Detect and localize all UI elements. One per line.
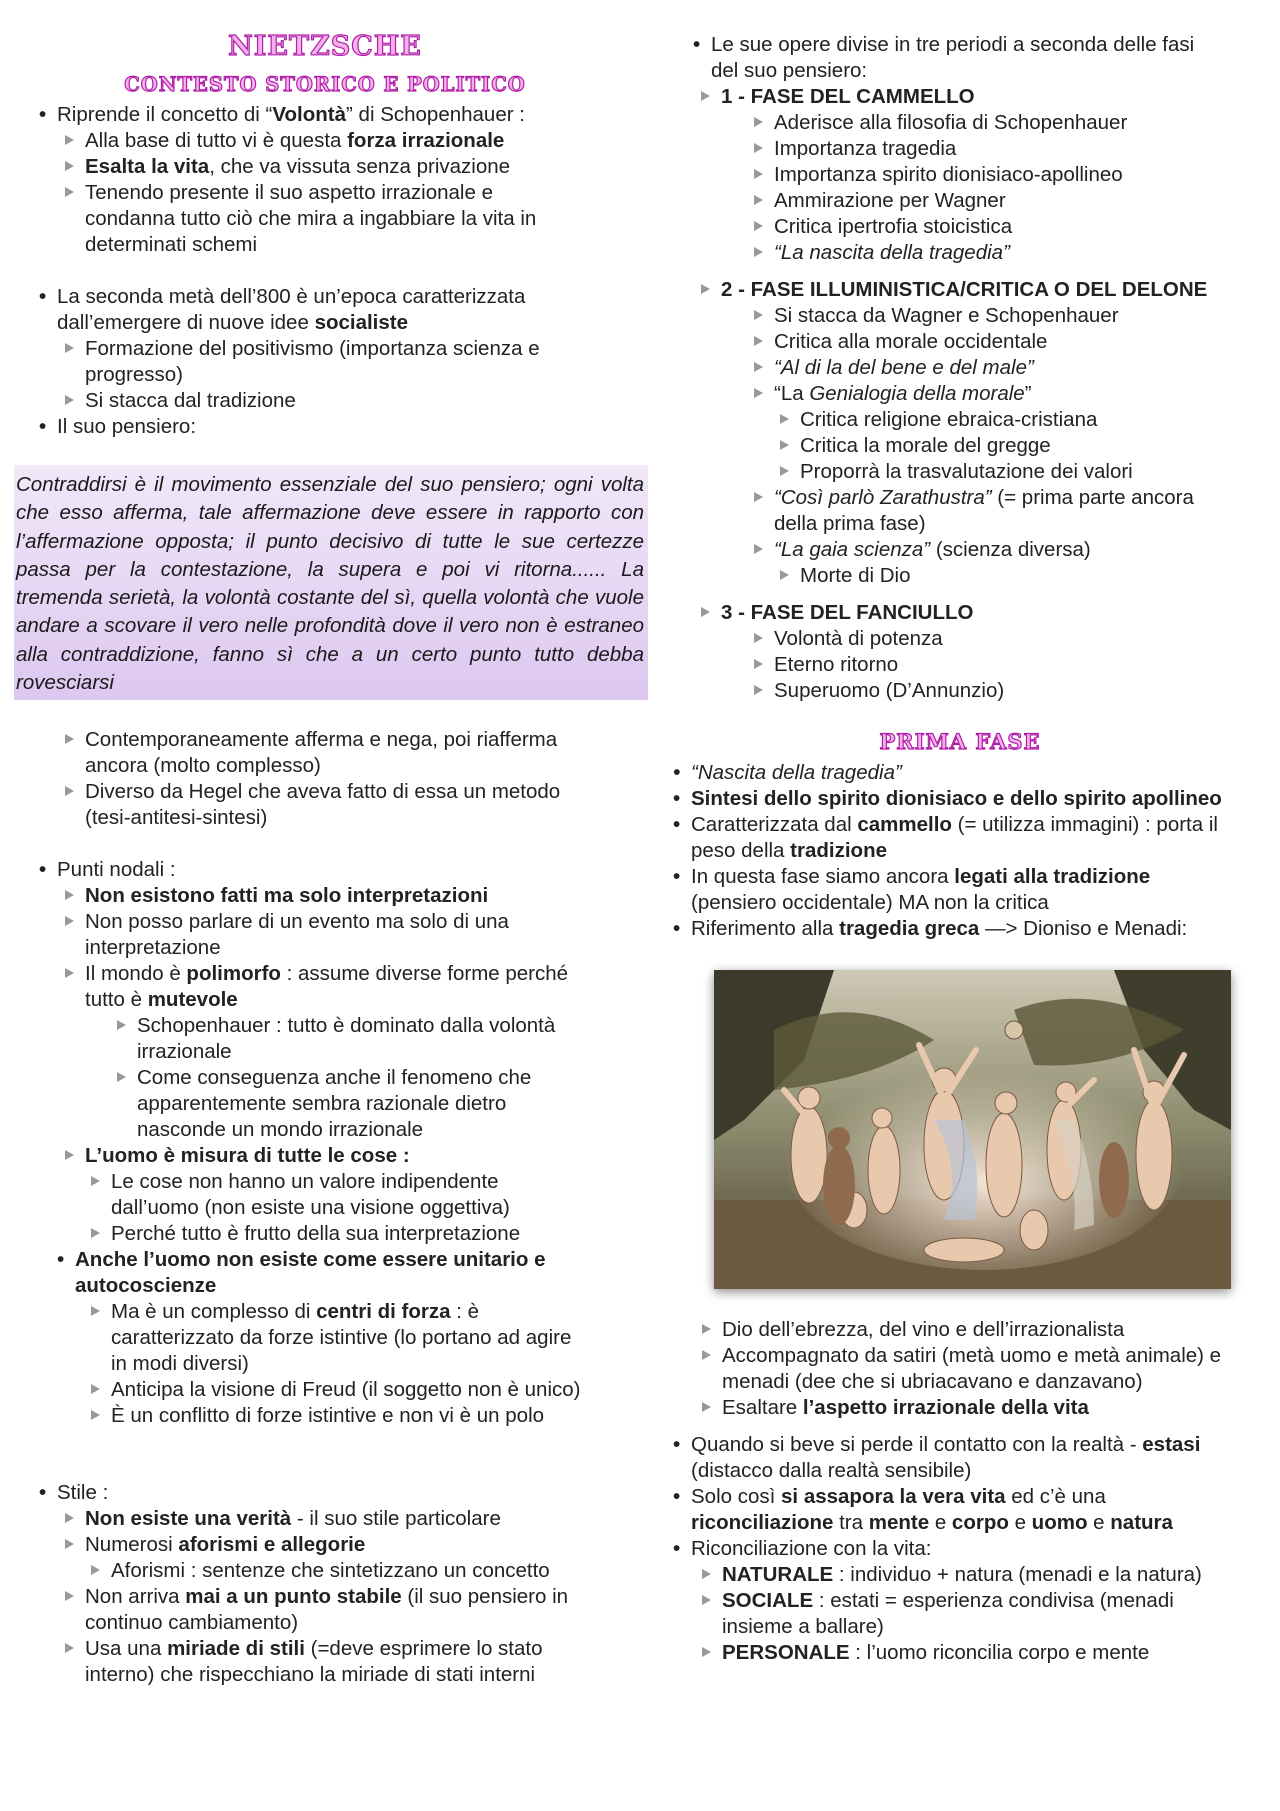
text-line: dall’emergere di nuove idee socialiste [57,311,409,334]
list-item: • Il suo pensiero: [57,414,196,440]
list-item: Esaltare l’aspetto irrazionale della vita [722,1396,1089,1419]
text-line: progresso) [85,363,183,386]
list-item: • Solo così si assapora la vera vita ed c’è una [691,1484,1106,1510]
list-item: Perché tutto è frutto della sua interpretazione [111,1222,521,1245]
text-line: peso della tradizione [691,839,887,862]
list-item: Esalta la vita, che va vissuta senza privazione [85,155,511,178]
text-line: dall’uomo (non esiste una visione oggettiva) [111,1196,510,1219]
list-item: Alla base di tutto vi è questa forza irrazionale [85,129,505,152]
text-line: determinati schemi [85,233,258,256]
list-item: Il mondo è polimorfo : assume diverse forme perché [85,962,569,985]
list-item: • Quando si beve si perde il contatto con la realtà - estasi [691,1432,1200,1458]
text-line: continuo cambiamento) [85,1611,299,1634]
text-line: (tesi-antitesi-sintesi) [85,806,268,829]
section-title: PRIMA FASE [879,729,1041,754]
list-item: • “Nascita della tragedia” [691,760,902,786]
list-item: Eterno ritorno [774,653,899,676]
text-line: menadi (dee che si ubriacavano e danzavano) [722,1370,1143,1393]
list-item: • Riconciliazione con la vita: [691,1536,931,1562]
list-item: Non arriva mai a un punto stabile (il suo pensiero in [85,1585,569,1608]
text-line: interno) che rispecchiano la miriade di stati interni [85,1663,536,1686]
list-item: Importanza tragedia [774,137,957,160]
list-item: • Caratterizzata dal cammello (= utilizza immagini) : porta il [691,812,1218,838]
list-item: Come conseguenza anche il fenomeno che [137,1066,532,1089]
list-item: Si stacca da Wagner e Schopenhauer [774,304,1119,327]
list-item: “Così parlò Zarathustra” (= prima parte ancora [774,486,1194,509]
list-item: NATURALE : individuo + natura (menadi e la natura) [722,1563,1202,1586]
text-line: riconciliazione tra mente e corpo e uomo e natura [691,1511,1173,1534]
text-line: caratterizzato da forze istintive (lo portano ad agire [111,1326,572,1349]
text-line: nasconde un mondo irrazionale [137,1118,424,1141]
phase-heading: 3 - FASE DEL FANCIULLO [721,601,974,624]
text-line: interpretazione [85,936,221,959]
list-item: L’uomo è misura di tutte le cose : [85,1144,410,1167]
phase-heading: 2 - FASE ILLUMINISTICA/CRITICA O DEL DELONE [721,278,1208,301]
list-item: “Al di la del bene e del male” [774,356,1034,379]
list-item: “La nascita della tragedia” [774,241,1010,264]
list-item: Morte di Dio [800,564,911,587]
list-item: • Sintesi dello spirito dionisiaco e dello spirito apollineo [691,786,1222,812]
list-item: Le cose non hanno un valore indipendente [111,1170,499,1193]
list-item: Critica ipertrofia stoicistica [774,215,1013,238]
list-item: Non esistono fatti ma solo interpretazioni [85,884,489,907]
list-item: Tenendo presente il suo aspetto irrazionale e [85,181,493,204]
text-line: della prima fase) [774,512,926,535]
list-item: Superuomo (D’Annunzio) [774,679,1005,702]
list-item: Aderisce alla filosofia di Schopenhauer [774,111,1128,134]
list-item: Usa una miriade di stili (=deve esprimere lo stato [85,1637,543,1660]
text-line: irrazionale [137,1040,232,1063]
quote-box [14,465,648,700]
section-title: CONTESTO STORICO E POLITICO [124,73,526,96]
list-item: Critica alla morale occidentale [774,330,1048,353]
list-item: Contemporaneamente afferma e nega, poi riafferma [85,728,558,751]
list-item: Accompagnato da satiri (metà uomo e metà animale) e [722,1344,1222,1367]
text-line: (distacco dalla realtà sensibile) [691,1459,972,1482]
list-item: Si stacca dal tradizione [85,389,296,412]
text-line: del suo pensiero: [711,59,868,82]
list-item: “La Genialogia della morale” [774,382,1032,405]
page-title: NIETZSCHE [228,31,422,62]
painting-image [714,970,1231,1289]
list-item: “La gaia scienza” (scienza diversa) [774,538,1091,561]
quote-text: Contraddirsi è il movimento essenziale del suo pensiero; ogni volta che esso afferma, tale affermazione deve essere in rapporto con l’affermazione opposta; il punto decisivo di tutte le sue certezze passa per la contestazione, la supera e poi vi ritorna...... La tremenda serietà, la volontà costante del sì, quella volontà che vuole andare a scovare il vero nelle profondità dove il vero non è estraneo alla contraddizione, fanno sì che a un certo punto tutto debba rovesciarsi [16,473,644,695]
list-item: Ammirazione per Wagner [774,189,1006,212]
list-item: Schopenhauer : tutto è dominato dalla volontà [137,1014,556,1037]
text-line: insieme a ballare) [722,1615,884,1638]
phase-heading: 1 - FASE DEL CAMMELLO [721,85,975,108]
list-item: • Riprende il concetto di “Volontà” di Schopenhauer : [57,102,525,128]
list-item: • Punti nodali : [57,857,176,883]
list-item: Volontà di potenza [774,627,943,650]
list-item: • Le sue opere divise in tre periodi a seconda delle fasi [711,32,1194,58]
list-item: Non posso parlare di un evento ma solo di una [85,910,509,933]
list-item: • Stile : [57,1480,108,1506]
list-item: • In questa fase siamo ancora legati alla tradizione [691,864,1150,890]
text-line: tutto è mutevole [85,988,238,1011]
list-item: • Anche l’uomo non esiste come essere unitario e [75,1247,546,1273]
text-line: condanna tutto ciò che mira a ingabbiare la vita in [85,207,537,230]
list-item: Critica religione ebraica-cristiana [800,408,1098,431]
text-line: ancora (molto complesso) [85,754,321,777]
list-item: Formazione del positivismo (importanza scienza e [85,337,540,360]
list-item: Non esiste una verità - il suo stile particolare [85,1507,501,1530]
list-item: Importanza spirito dionisiaco-apollineo [774,163,1123,186]
text-line: in modi diversi) [111,1352,249,1375]
list-item: • La seconda metà dell’800 è un’epoca caratterizzata [57,284,525,310]
list-item: Aforismi : sentenze che sintetizzano un concetto [111,1559,550,1582]
list-item: Anticipa la visione di Freud (il soggetto non è unico) [111,1378,581,1401]
list-item: • Riferimento alla tragedia greca —> Dioniso e Menadi: [691,916,1187,942]
list-item: Diverso da Hegel che aveva fatto di essa un metodo [85,780,561,803]
painting-svg [714,970,1231,1289]
list-item: Critica la morale del gregge [800,434,1051,457]
list-item: Proporrà la trasvalutazione dei valori [800,460,1133,483]
list-item: Dio dell’ebrezza, del vino e dell’irrazionalista [722,1318,1125,1341]
list-item: Ma è un complesso di centri di forza : è [111,1300,480,1323]
text-line: apparentemente sembra razionale dietro [137,1092,507,1115]
list-item: È un conflitto di forze istintive e non vi è un polo [111,1404,545,1427]
list-item: Numerosi aforismi e allegorie [85,1533,366,1556]
text-line: autocoscienze [75,1274,217,1297]
text-line: (pensiero occidentale) MA non la critica [691,891,1049,914]
list-item: PERSONALE : l’uomo riconcilia corpo e mente [722,1641,1150,1664]
list-item: SOCIALE : estati = esperienza condivisa (menadi [722,1589,1174,1612]
